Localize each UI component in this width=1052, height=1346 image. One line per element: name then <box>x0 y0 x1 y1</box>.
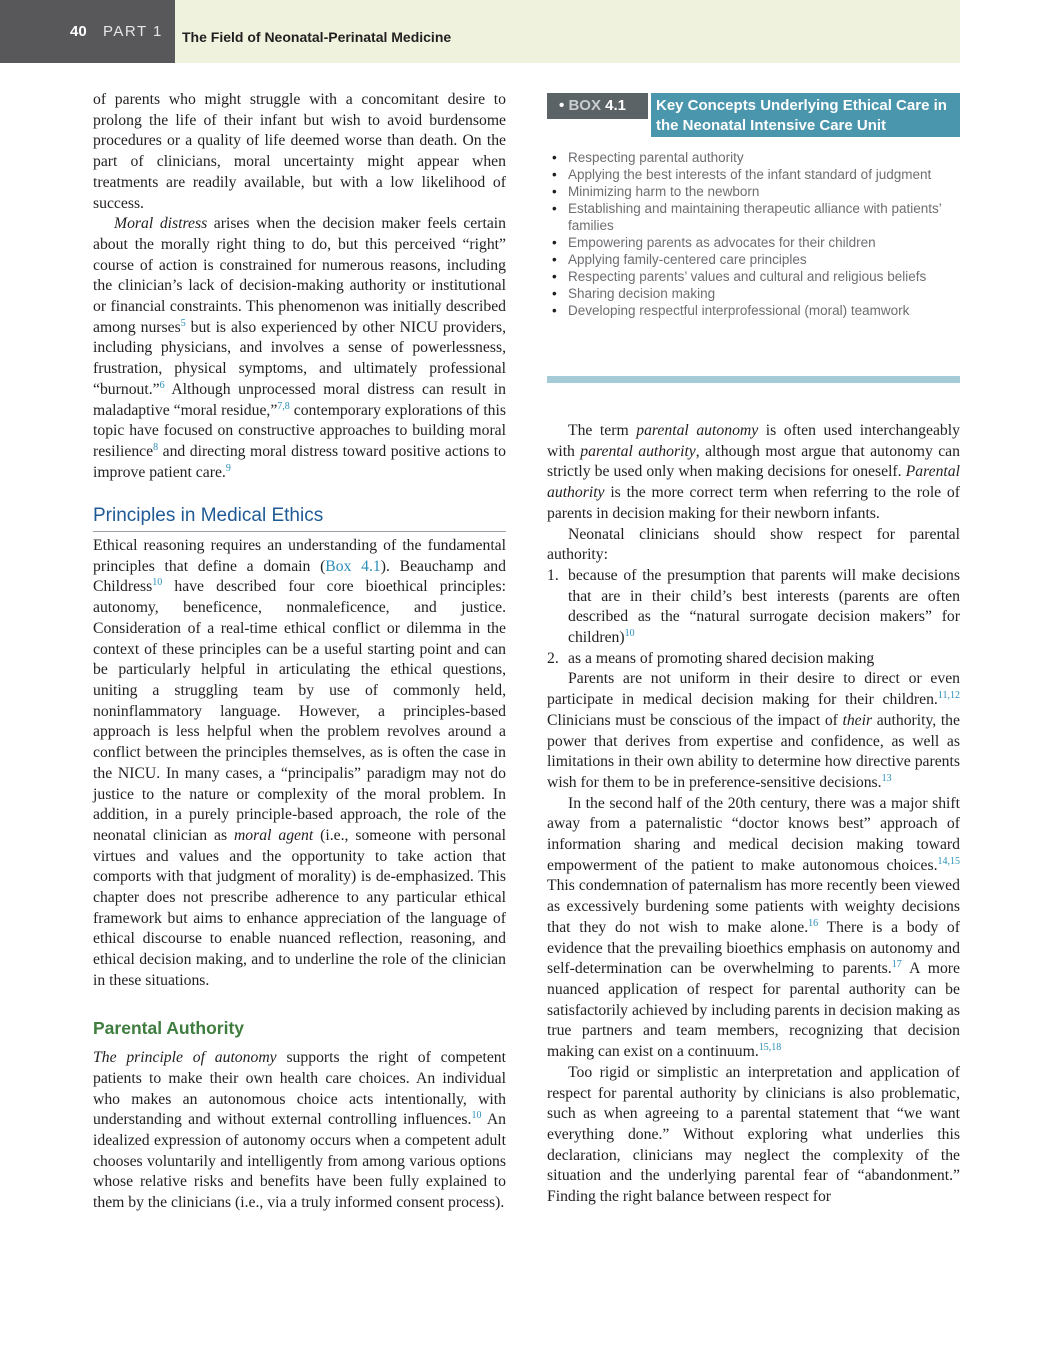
part-label: PART 1 <box>103 23 163 40</box>
list-item: • Establishing and maintaining therapeutic alliance with patients’ families <box>547 200 960 234</box>
list-item: • Respecting parental authority <box>547 149 960 166</box>
list-item: • Minimizing harm to the newborn <box>547 183 960 200</box>
paragraph: of parents who might struggle with a concomitant desire to prolong the life of their infant but wish to avoid burdensome procedures or a quality of life deemed worse than death. On the part of clinicians, moral uncertainty might appear when treatments are readily available, but with a low likelihood of success. <box>93 91 506 212</box>
list-item: • Respecting parents’ values and cultural and religious beliefs <box>547 268 960 285</box>
numbered-list <box>547 566 960 670</box>
list-item: 2. as a means of promoting shared decision making <box>547 649 875 667</box>
citation[interactable]: 6 <box>159 379 165 391</box>
list-item: • Applying family-centered care principles <box>547 251 960 268</box>
bullet-glyph: • <box>559 97 565 114</box>
paragraph: Parents are not uniform in their desire to direct or even participate in medical decision making for their children.$^{11,12}$ Clinicians must be conscious of the impact of their authority, the power that derives from expertise and confidence, as well as limitations in their own ability to determine how directive parents wish for them to be in preference-sensitive decisions.$^{13}$ <box>547 670 960 791</box>
citation[interactable]: 16 <box>808 917 819 929</box>
citation[interactable]: 15,18 <box>758 1041 782 1053</box>
box-4-1 <box>547 93 960 319</box>
paragraph-principles: Ethical reasoning requires an understanding of the fundamental principles that define a domain (Box 4.1). Beauchamp and Childress$^{10}$ have described four core bioethical principles: autonomy, beneficence, nonmaleficence, and justice. Consideration of a real-time ethical conflict or dilemma in the context of these principles can be a useful starting point and can be particularly helpful in articulating the ethical questions, uniting a struggling team by use of commonly held, noninflammatory language. However, a principles-based approach is less helpful when the problem revolves around a conflict between the principles themselves, as is often the case in the NICU. In many cases, a “principalis” paradigm may not do justice to the nature or complexity of the moral problem. In addition, in a purely principle-based approach, the role of the neonatal clinician as moral agent (i.e., someone with personal virtues and values and the opportunity to take action that comports with that judgment of morality) is de-emphasized. This chapter does not prescribe adherence to any particular ethical framework but aims to enhance appreciation of the language of ethical discourse to enable nuanced reflection, reasoning, and ethical decision making, and to underline the role of the clinician in these situations. <box>93 537 506 989</box>
paragraph-moral-distress: Moral distress arises when the decision maker feels certain about the morally right thing to do, but this perceived “right” course of action is constrained for numerous reasons, including the clinician’s lack of decision-making authority or institutional or financial constraints. This phenomenon was initially described among nurses$^5$ but is also experienced by other NICU providers, including physicians, and involves a sense of powerlessness, frustration, physical symptoms, and ultimately professional “burnout.”$^6$ Although unprocessed moral distress can result in maladaptive “moral residue,”$^{7,8}$ contemporary explorations of this topic have focused on constructive approaches to building moral resilience$^8$ and directing moral distress toward positive actions to improve patient care.$^9$ <box>93 215 506 481</box>
paragraph: In the second half of the 20th century, there was a major shift away from a paternalistic “doctor knows best” approach of information sharing and medical decision making toward empowerment of the patient to make autonomous choices.$^{14,15}$ This condemnation of paternalism has more recently been viewed as excessively burdening some patients with weighty decisions that they do not wish to make alone.$^{16}$ There is a body of evidence that the prevailing bioethics emphasis on autonomy and self-determination can be overwhelming to parents.$^{17}$ A more nuanced application of respect for parental authority can be satisfactorily achieved by including parents in decision making as true partners and team members, recognizing that decision making can exist on a continuum.$^{15,18}$ <box>547 794 960 1061</box>
list-item: 1. because of the presumption that parents will make decisions that are in their child’s best interests (parents are often described as the “natural surrogate decision makers” for children)$^{10}$ <box>547 566 960 647</box>
box-link[interactable]: Box 4.1 <box>325 557 381 575</box>
term: parental authority <box>580 442 696 460</box>
paragraph-autonomy: The principle of autonomy supports the right of competent patients to make their own health care choices. An individual who makes an autonomous choice acts intentionally, with understanding and without external controlling influences.$^{10}$ An idealized expression of autonomy occurs when a competent adult chooses voluntarily and intelligently from among various options whose relative risks and benefits have been fully explained to them by the clinicians (i.e., via a truly informed consent process). <box>93 1049 506 1212</box>
box-list <box>547 149 960 319</box>
list-item: • Developing respectful interprofessional (moral) teamwork <box>547 302 960 319</box>
list-item: • Sharing decision making <box>547 285 960 302</box>
box-title: Key Concepts Underlying Ethical Care in the Neonatal Intensive Care Unit <box>651 93 960 137</box>
left-column <box>93 90 506 1214</box>
box-label: • BOX 4.1 <box>547 93 648 119</box>
term: Moral distress <box>114 215 208 233</box>
citation[interactable]: 13 <box>881 772 892 784</box>
paragraph: Too rigid or simplistic an interpretation and application of respect for parental authority by clinicians is also problematic, such as when agreeing to a parental statement that “we want everything done.” Without exploring what underlies this declaration, clinicians may neglect the complexity of the situation and the underlying parental fear of “abandonment.” Finding the right balance between respect for <box>547 1063 960 1206</box>
citation[interactable]: 10 <box>471 1110 482 1122</box>
running-header <box>0 0 960 63</box>
citation[interactable]: 11,12 <box>937 689 960 701</box>
subsection-heading: Parental Authority <box>93 1017 245 1038</box>
list-item: • Empowering parents as advocates for their children <box>547 234 960 251</box>
list-item: • Applying the best interests of the infant standard of judgment <box>547 166 960 183</box>
citation[interactable]: 9 <box>225 462 231 474</box>
header-part-block <box>0 0 175 63</box>
term: moral agent <box>233 826 314 844</box>
citation[interactable]: 7,8 <box>277 400 290 412</box>
citation[interactable]: 17 <box>891 959 902 971</box>
citation[interactable]: 8 <box>153 441 159 453</box>
citation[interactable]: 10 <box>624 627 635 639</box>
paragraph: Neonatal clinicians should show respect for parental authority: <box>547 525 960 564</box>
term: parental autonomy <box>636 422 759 439</box>
paragraph-terms: The term parental autonomy is often used interchangeably with parental authority, although most argue that autonomy can strictly be used only when making decisions for oneself. Parental authority is the more correct term when referring to the role of parents in decision making for their newborn infants. <box>547 422 960 522</box>
citation[interactable]: 10 <box>152 577 163 589</box>
section-heading: Principles in Medical Ethics <box>93 506 506 532</box>
term: their <box>842 711 873 729</box>
term: The principle of autonomy <box>93 1049 277 1067</box>
box-bottom-rule <box>547 376 960 383</box>
page-number: 40 <box>70 23 87 40</box>
box-header <box>547 93 960 137</box>
term: Parental authority <box>547 463 960 502</box>
citation[interactable]: 5 <box>180 317 186 329</box>
chapter-title: The Field of Neonatal-Perinatal Medicine <box>175 0 960 63</box>
right-column <box>547 421 960 1208</box>
citation[interactable]: 14,15 <box>937 855 960 867</box>
